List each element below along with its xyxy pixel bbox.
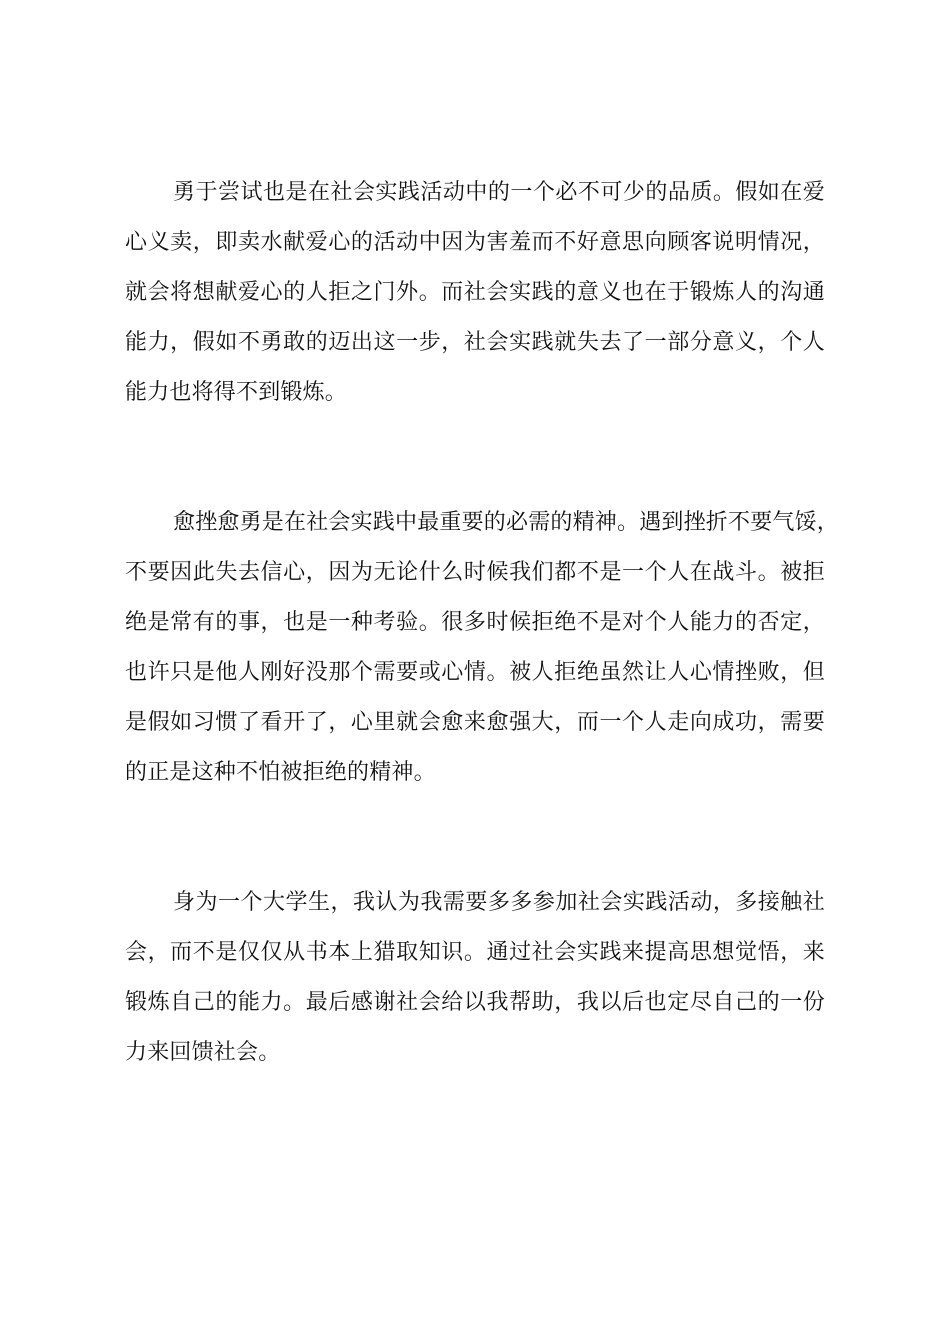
paragraph-line: 也许只是他人刚好没那个需要或心情。被人拒绝虽然让人心情挫败，但 bbox=[125, 660, 825, 685]
paragraph-line: 不要因此失去信心，因为无论什么时候我们都不是一个人在战斗。被拒 bbox=[125, 560, 825, 585]
paragraph-line: 心义卖，即卖水献爱心的活动中因为害羞而不好意思向顾客说明情况， bbox=[125, 230, 825, 255]
paragraph-gap bbox=[125, 798, 825, 878]
paragraph-line: 愈挫愈勇是在社会实践中最重要的必需的精神。遇到挫折不要气馁， bbox=[173, 510, 840, 535]
paragraph-2 bbox=[125, 498, 840, 798]
paragraph-gap bbox=[125, 418, 825, 498]
paragraph-line: 就会将想献爱心的人拒之门外。而社会实践的意义也在于锻炼人的沟通 bbox=[125, 280, 825, 305]
paragraph-line: 是假如习惯了看开了，心里就会愈来愈强大，而一个人走向成功，需要 bbox=[125, 710, 825, 735]
paragraph-line: 力来回馈社会。 bbox=[125, 1040, 281, 1065]
paragraph-3 bbox=[125, 878, 825, 1078]
paragraph-line: 能力也将得不到锻炼。 bbox=[125, 380, 348, 405]
paragraph-line: 的正是这种不怕被拒绝的精神。 bbox=[125, 760, 436, 785]
document-body bbox=[125, 168, 840, 1078]
paragraph-1 bbox=[125, 168, 825, 418]
paragraph-line: 会，而不是仅仅从书本上猎取知识。通过社会实践来提高思想觉悟，来 bbox=[125, 940, 825, 965]
paragraph-line: 绝是常有的事，也是一种考验。很多时候拒绝不是对个人能力的否定， bbox=[125, 610, 825, 635]
paragraph-line: 勇于尝试也是在社会实践活动中的一个必不可少的品质。假如在爱 bbox=[173, 180, 825, 205]
paragraph-line: 身为一个大学生，我认为我需要多多参加社会实践活动，多接触社 bbox=[173, 890, 825, 915]
paragraph-line: 能力，假如不勇敢的迈出这一步，社会实践就失去了一部分意义，个人 bbox=[125, 330, 825, 355]
paragraph-line: 锻炼自己的能力。最后感谢社会给以我帮助，我以后也定尽自己的一份 bbox=[125, 990, 825, 1015]
